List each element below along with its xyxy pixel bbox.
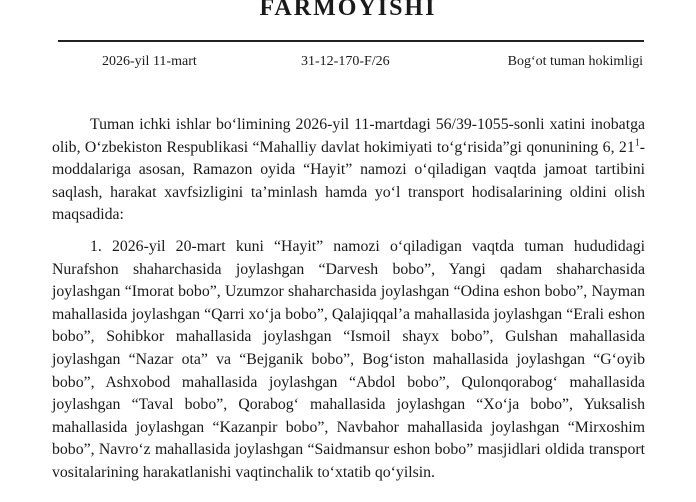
issuing-organization: Bog‘ot tuman hokimligi [507,54,643,69]
document-number: 31-12-170-F/26 [301,54,390,69]
item-1-text: 1. 2026-yil 20-mart kuni “Hayit” namozi o‘qiladigan vaqtda tuman hududidagi Nurafshon shaharchasida joylashgan “Darvesh bobo”, Yangi qadam shaharchasida joylashgan “Imorat bobo”, Uzumzor shaharchasida joylashgan “Odina eshon bobo”, Nayman mahallasida joylashgan “Qarri xo‘ja bobo”, Qalajiqqal’a mahallasida joylashgan “Erali eshon bobo”, Sohibkor mahallasida joylashgan “Ismoil shayx bobo”, Gulshan mahallasida joylashgan “Nazar ota” va “Bejganik bobo”, Bog‘iston mahallasida joylashgan “G‘oyib bobo”, Ashxobod mahallasida joylashgan “Abdol bobo”, Qulonqorabog‘ mahallasida joylashgan “Taval bobo”, Qorabog‘ mahallasida joylashgan “Xo‘ja bobo”, Yuksalish mahallasida joylashgan “Kazanpir bobo”, Navbahor mahallasida joylashgan “Mirxoshim bobo”, Navro‘z mahallasida joylashgan “Saidmansur eshon bobo” masjidlari oldida transport vositalarining harakatlanishi vaqtinchalik to‘xtatib qo‘yilsin. [52,238,645,481]
preamble-text-a: Tuman ichki ishlar bo‘limining 2026-yil 11-martdagi 56/39-1055-sonli xatini inobatga olib, O‘zbekiston Respublikasi “Mahalliy davlat hokimiyati to‘g‘risida”gi qonunining 6, 21 [52,116,645,156]
preamble-superscript: 1 [634,137,640,149]
document-title: FARMOYISHI [259,0,437,21]
preamble-text-b: -moddalariga asosan, Ramazon oyida “Hayit” namozi o‘qiladigan vaqtda jamoat tartibini saqlash, harakat xavfsizligini ta’minlash hamda yo‘l transport hodisalarining oldini olish maqsadida: [52,138,645,224]
item-1-paragraph [52,236,645,485]
document-date: 2026-yil 11-mart [102,54,197,69]
preamble-paragraph [52,114,645,227]
title-rule [58,40,644,42]
